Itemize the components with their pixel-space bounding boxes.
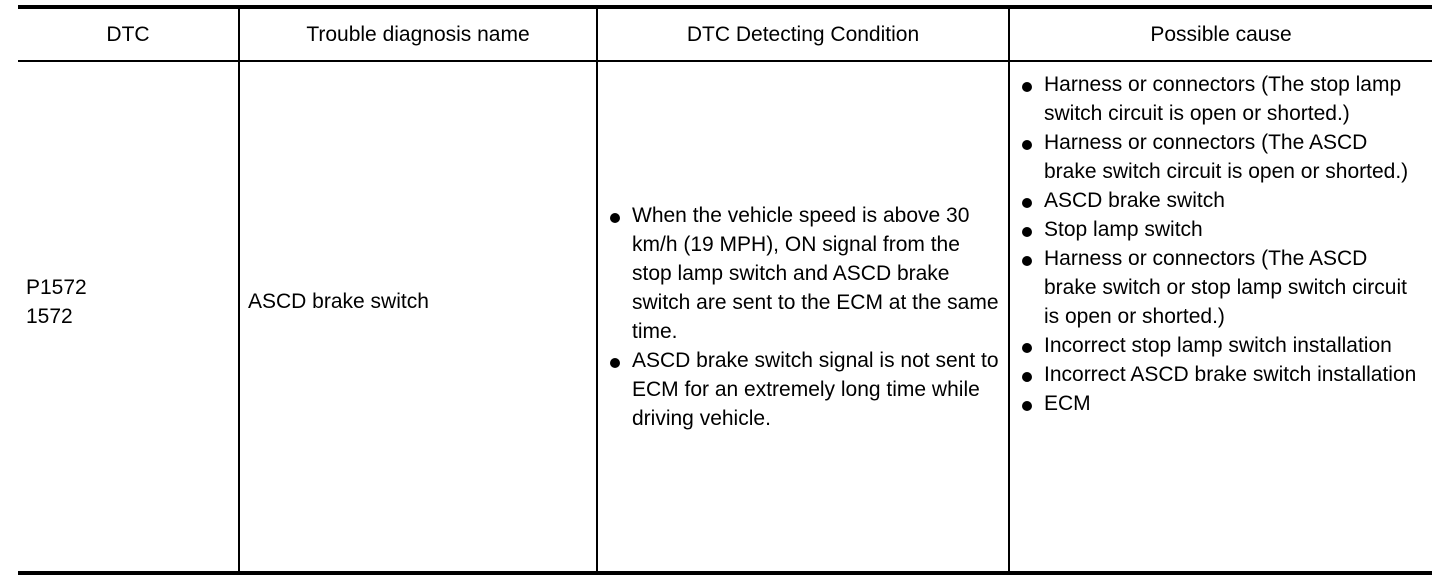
list-item: Incorrect stop lamp switch installation (1020, 331, 1424, 360)
trouble-diagnosis-name: ASCD brake switch (248, 290, 429, 313)
list-item: When the vehicle speed is above 30 km/h (19 MPH), ON signal from the stop lamp switch and ASCD brake switch are sent to the ECM at the same time. (608, 201, 1000, 346)
list-item: Incorrect ASCD brake switch installation (1020, 360, 1424, 389)
list-item: Harness or connectors (The ASCD brake switch or stop lamp switch circuit is open or shorted.) (1020, 244, 1424, 331)
list-item: ASCD brake switch (1020, 186, 1424, 215)
header-possible-cause: Possible cause (1150, 23, 1292, 46)
header-dtc-detecting-condition: DTC Detecting Condition (598, 9, 1010, 60)
table-header-row (18, 9, 1432, 62)
detecting-condition-cell (598, 62, 1010, 571)
dtc-code-primary: P1572 (26, 275, 87, 299)
dtc-code-secondary: 1572 (26, 304, 73, 328)
detecting-condition-list (608, 201, 1000, 433)
header-dtc: DTC (18, 9, 240, 60)
list-item: Stop lamp switch (1020, 215, 1424, 244)
list-item: ASCD brake switch signal is not sent to ECM for an extremely long time while driving vehicle. (608, 346, 1000, 433)
possible-cause-cell (1010, 62, 1432, 571)
dtc-cell (18, 62, 240, 571)
possible-cause-list (1020, 70, 1424, 418)
list-item: Harness or connectors (The stop lamp switch circuit is open or shorted.) (1020, 70, 1424, 128)
trouble-diagnosis-name-cell (240, 62, 598, 571)
dtc-table (18, 5, 1432, 575)
list-item: Harness or connectors (The ASCD brake switch circuit is open or shorted.) (1020, 128, 1424, 186)
list-item: ECM (1020, 389, 1424, 418)
table-row (18, 62, 1432, 571)
header-trouble-diagnosis-name: Trouble diagnosis name (240, 9, 598, 60)
dtc-code-list (26, 273, 87, 331)
